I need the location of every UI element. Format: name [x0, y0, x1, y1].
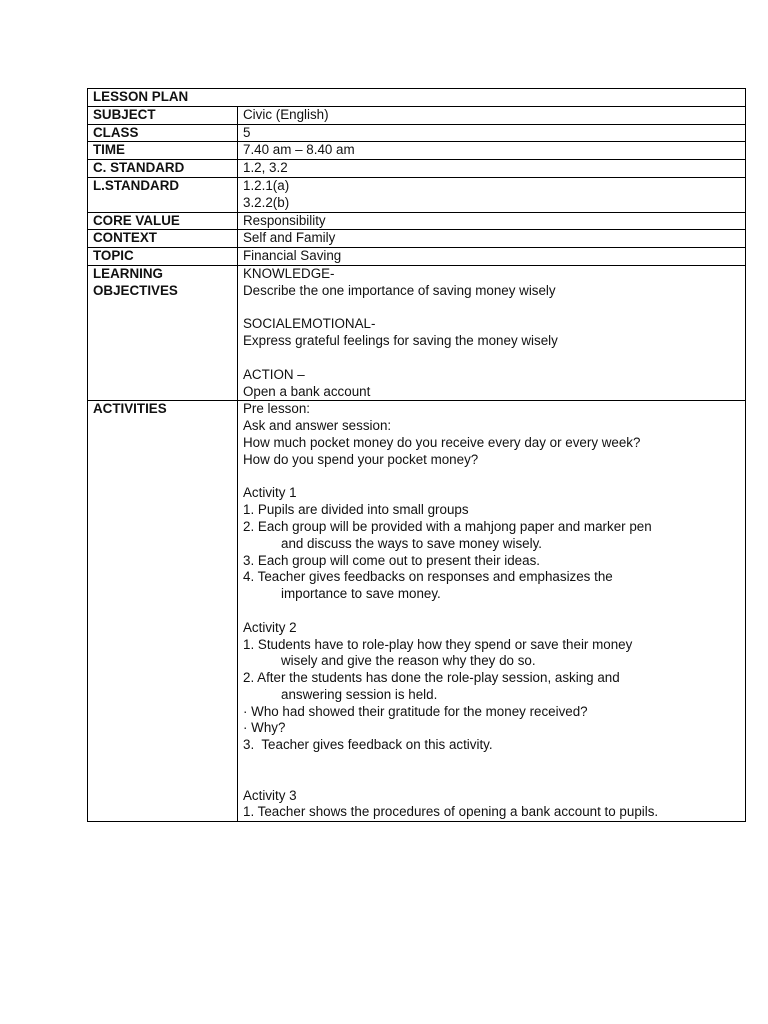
class-value: 5	[238, 124, 746, 142]
table-row	[88, 177, 746, 212]
blank-line	[243, 469, 745, 486]
l-standard-label: L.STANDARD	[88, 177, 238, 212]
context-label: CONTEXT	[88, 230, 238, 248]
activity-1-step: 4. Teacher gives feedbacks on responses and emphasizes the	[243, 569, 613, 585]
knowledge-text: Describe the one importance of saving money wisely	[243, 282, 556, 298]
table-row	[88, 160, 746, 178]
activity-1-step: 2. Each group will be provided with a mahjong paper and marker pen	[243, 518, 652, 534]
topic-value: Financial Saving	[238, 248, 746, 266]
pre-lesson-line: How do you spend your pocket money?	[243, 451, 479, 467]
label-line: OBJECTIVES	[93, 282, 178, 298]
action-text: Open a bank account	[243, 383, 371, 399]
activity-2-step-continuation: wisely and give the reason why they do so.	[281, 653, 536, 669]
lesson-plan-table	[87, 88, 746, 822]
table-row	[88, 265, 746, 400]
label-line: LEARNING	[93, 265, 163, 281]
activity-2-step: 1. Students have to role-play how they spend or save their money	[243, 636, 633, 652]
blank-line	[243, 350, 745, 367]
table-row	[88, 89, 746, 107]
activities-label: ACTIVITIES	[88, 401, 238, 822]
class-label: CLASS	[88, 124, 238, 142]
time-value: 7.40 am – 8.40 am	[238, 142, 746, 160]
social-emotional-heading: SOCIALEMOTIONAL-	[243, 316, 376, 332]
social-emotional-text: Express grateful feelings for saving the money wisely	[243, 333, 558, 349]
subject-label: SUBJECT	[88, 106, 238, 124]
activity-1-heading: Activity 1	[243, 485, 297, 501]
context-value: Self and Family	[238, 230, 746, 248]
blank-line	[243, 603, 745, 620]
lesson-plan-title: LESSON PLAN	[88, 89, 746, 107]
l-standard-line: 3.2.2(b)	[243, 194, 290, 210]
activity-2-step: 3. Teacher gives feedback on this activity.	[243, 737, 493, 753]
activity-1-step: 3. Each group will come out to present their ideas.	[243, 552, 540, 568]
pre-lesson-line: Ask and answer session:	[243, 418, 392, 434]
table-row	[88, 401, 746, 822]
activity-1-step: 1. Pupils are divided into small groups	[243, 502, 469, 518]
core-value-value: Responsibility	[238, 212, 746, 230]
pre-lesson-heading: Pre lesson:	[243, 401, 310, 417]
activity-2-bullet: · Why?	[243, 720, 286, 736]
time-label: TIME	[88, 142, 238, 160]
activity-1-step-continuation: importance to save money.	[281, 586, 441, 602]
activity-3-heading: Activity 3	[243, 787, 297, 803]
table-row	[88, 142, 746, 160]
blank-line	[243, 771, 745, 788]
subject-value: Civic (English)	[238, 106, 746, 124]
table-row	[88, 212, 746, 230]
c-standard-label: C. STANDARD	[88, 160, 238, 178]
activity-2-heading: Activity 2	[243, 619, 297, 635]
topic-label: TOPIC	[88, 248, 238, 266]
learning-objectives-label	[88, 265, 238, 400]
l-standard-value	[238, 177, 746, 212]
activity-3-step: 1. Teacher shows the procedures of opening a bank account to pupils.	[243, 804, 659, 820]
table-row	[88, 248, 746, 266]
c-standard-value: 1.2, 3.2	[238, 160, 746, 178]
activity-1-step-continuation: and discuss the ways to save money wisely.	[281, 535, 542, 551]
l-standard-line: 1.2.1(a)	[243, 177, 290, 193]
core-value-label: CORE VALUE	[88, 212, 238, 230]
activity-2-step-continuation: answering session is held.	[281, 686, 438, 702]
activity-2-step: 2. After the students has done the role-play session, asking and	[243, 670, 620, 686]
activities-value	[238, 401, 746, 822]
table-row	[88, 230, 746, 248]
action-heading: ACTION –	[243, 366, 305, 382]
knowledge-heading: KNOWLEDGE-	[243, 265, 335, 281]
activity-2-bullet: · Who had showed their gratitude for the money received?	[243, 703, 588, 719]
table-row	[88, 106, 746, 124]
pre-lesson-line: How much pocket money do you receive every day or every week?	[243, 434, 641, 450]
learning-objectives-value	[238, 265, 746, 400]
blank-line	[243, 754, 745, 771]
table-row	[88, 124, 746, 142]
blank-line	[243, 300, 745, 317]
